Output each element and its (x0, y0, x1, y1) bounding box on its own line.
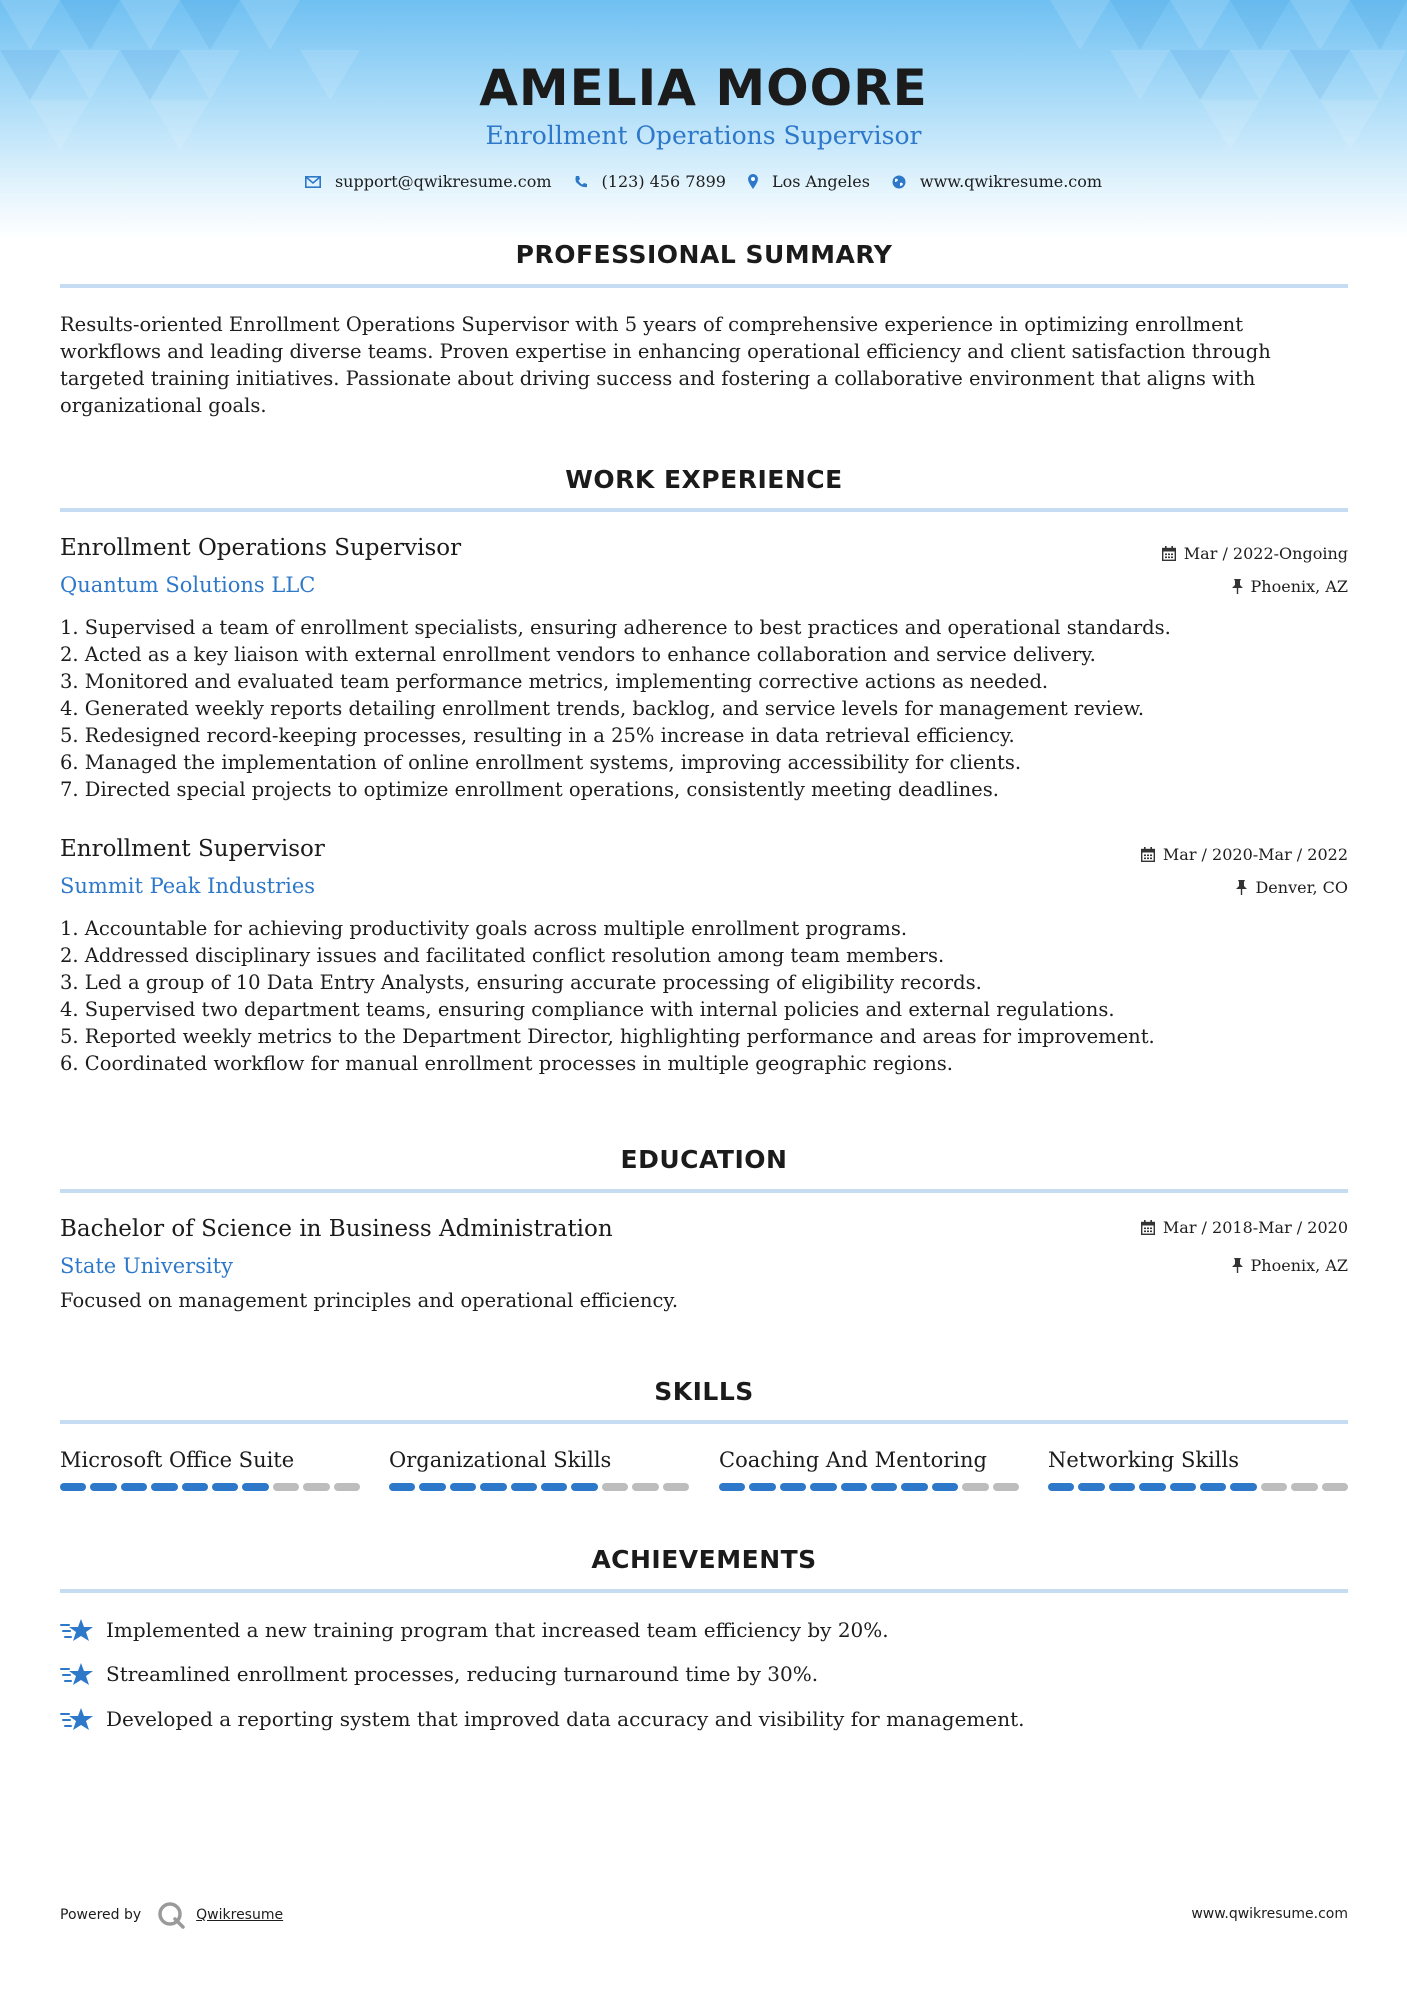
job-location-text: Phoenix, AZ (1250, 577, 1348, 596)
calendar-icon (1141, 1220, 1155, 1235)
skill-segment-empty (334, 1483, 360, 1491)
company-name: Summit Peak Industries (60, 874, 316, 898)
skill-segment-filled (901, 1483, 927, 1491)
powered-by-label: Powered by (60, 1907, 142, 1923)
skill-segment-empty (303, 1483, 329, 1491)
section-divider (60, 1420, 1348, 1424)
skill-segment-filled (419, 1483, 445, 1491)
summary-text: Results-oriented Enrollment Operations Supervisor with 5 years of comprehensive experience in optimizing enrollment workflows and leading diverse teams. Proven expertise in enhancing operational efficiency and client satisfaction through targeted training initiatives. Passionate about driving success and fostering a collaborative environment that aligns with organizational goals. (60, 313, 1271, 417)
skill-segment-filled (871, 1483, 897, 1491)
skill-name: Networking Skills (1048, 1448, 1240, 1472)
email-text: support@qwikresume.com (334, 172, 552, 191)
skill-segment-filled (480, 1483, 506, 1491)
skill-segment-filled (1200, 1483, 1226, 1491)
skill-segment-filled (90, 1483, 116, 1491)
skill-name: Microsoft Office Suite (60, 1448, 295, 1472)
job-dates-text: Mar / 2020-Mar / 2022 (1162, 845, 1348, 864)
pushpin-icon (1232, 1258, 1243, 1273)
map-pin-icon (748, 174, 758, 189)
phone-icon (574, 175, 588, 189)
star-icon (60, 1706, 94, 1732)
phone-text: (123) 456 7899 (601, 172, 726, 191)
website-text: www.qwikresume.com (919, 172, 1103, 191)
skill-segment-filled (810, 1483, 836, 1491)
contact-location (748, 172, 870, 191)
school-name: State University (60, 1254, 233, 1278)
skill-segment-filled (182, 1483, 208, 1491)
list-item: 6. Coordinated workflow for manual enrollment processes in multiple geographic regions. (60, 1052, 953, 1075)
skill-level-bar (389, 1483, 689, 1491)
skill-segment-filled (121, 1483, 147, 1491)
globe-icon (892, 175, 906, 189)
envelope-icon (305, 176, 321, 188)
job-dates (1162, 544, 1348, 563)
section-title-skills: SKILLS (654, 1377, 754, 1406)
job-bullet-list (60, 614, 1350, 803)
skill-segment-filled (719, 1483, 745, 1491)
skill-level-bar (60, 1483, 360, 1491)
skill-segment-empty (1322, 1483, 1348, 1491)
skill-segment-filled (571, 1483, 597, 1491)
star-icon (60, 1661, 94, 1687)
achievement-text: Streamlined enrollment processes, reducing turnaround time by 30%. (106, 1662, 819, 1686)
achievement-item (60, 1706, 1025, 1732)
calendar-icon (1162, 546, 1176, 561)
section-title-achievements: ACHIEVEMENTS (591, 1545, 817, 1574)
education-location-text: Phoenix, AZ (1250, 1256, 1348, 1275)
skill-item (389, 1446, 689, 1491)
candidate-name: AMELIA MOORE (479, 59, 928, 117)
skill-segment-filled (389, 1483, 415, 1491)
degree-title: Bachelor of Science in Business Administration (60, 1216, 613, 1242)
footer-powered-by (60, 1900, 283, 1930)
section-divider (60, 1189, 1348, 1193)
pushpin-icon (1236, 880, 1247, 895)
achievement-text: Developed a reporting system that improved data accuracy and visibility for management. (106, 1707, 1025, 1731)
job-title: Enrollment Supervisor (60, 836, 325, 862)
skill-segment-filled (60, 1483, 86, 1491)
list-item: 4. Generated weekly reports detailing enrollment trends, backlog, and service levels for management review. (60, 697, 1145, 720)
skill-segment-empty (962, 1483, 988, 1491)
skill-name: Coaching And Mentoring (719, 1448, 987, 1472)
skill-segment-empty (602, 1483, 628, 1491)
section-divider (60, 1589, 1348, 1593)
job-bullet-list (60, 915, 1350, 1077)
contact-bar (0, 172, 1407, 191)
job-location-text: Denver, CO (1255, 878, 1348, 897)
skill-item (1048, 1446, 1348, 1491)
list-item: 7. Directed special projects to optimize enrollment operations, consistently meeting deadlines. (60, 778, 999, 801)
location-text: Los Angeles (771, 172, 870, 191)
calendar-icon (1141, 847, 1155, 862)
skill-segment-filled (1048, 1483, 1074, 1491)
section-divider (60, 284, 1348, 288)
brand-link[interactable]: Qwikresume (196, 1907, 284, 1923)
section-title-summary: PROFESSIONAL SUMMARY (515, 240, 893, 269)
job-dates-text: Mar / 2022-Ongoing (1183, 544, 1348, 563)
list-item: 1. Accountable for achieving productivity goals across multiple enrollment programs. (60, 917, 908, 940)
skill-segment-filled (151, 1483, 177, 1491)
candidate-role: Enrollment Operations Supervisor (485, 121, 922, 150)
contact-website[interactable] (892, 172, 1102, 191)
education-location (1232, 1256, 1348, 1275)
achievement-text: Implemented a new training program that increased team efficiency by 20%. (106, 1618, 889, 1642)
list-item: 2. Acted as a key liaison with external enrollment vendors to enhance collaboration and service delivery. (60, 643, 1096, 666)
skill-segment-filled (1139, 1483, 1165, 1491)
resume-header (0, 58, 1407, 152)
section-divider (60, 508, 1348, 512)
star-icon (60, 1617, 94, 1643)
skill-segment-filled (841, 1483, 867, 1491)
skill-segment-filled (450, 1483, 476, 1491)
skill-segment-empty (663, 1483, 689, 1491)
list-item: 5. Redesigned record-keeping processes, resulting in a 25% increase in data retrieval efficiency. (60, 724, 1015, 747)
section-title-experience: WORK EXPERIENCE (565, 465, 843, 494)
skill-level-bar (719, 1483, 1019, 1491)
education-dates-text: Mar / 2018-Mar / 2020 (1162, 1218, 1348, 1237)
job-title: Enrollment Operations Supervisor (60, 535, 462, 561)
section-title-education: EDUCATION (620, 1145, 788, 1174)
achievement-item (60, 1661, 818, 1687)
skill-segment-filled (932, 1483, 958, 1491)
skill-segment-filled (541, 1483, 567, 1491)
job-location (1236, 878, 1348, 897)
list-item: 1. Supervised a team of enrollment specialists, ensuring adherence to best practices and operational standards. (60, 616, 1171, 639)
skill-item (60, 1446, 360, 1491)
skill-segment-empty (1291, 1483, 1317, 1491)
skill-segment-filled (780, 1483, 806, 1491)
skill-segment-filled (1170, 1483, 1196, 1491)
education-dates (1141, 1218, 1348, 1237)
skill-name: Organizational Skills (389, 1448, 612, 1472)
list-item: 4. Supervised two department teams, ensuring compliance with internal policies and external regulations. (60, 998, 1115, 1021)
skill-segment-filled (1109, 1483, 1135, 1491)
list-item: 6. Managed the implementation of online enrollment systems, improving accessibility for clients. (60, 751, 1022, 774)
skill-segment-filled (1230, 1483, 1256, 1491)
skill-segment-filled (511, 1483, 537, 1491)
list-item: 5. Reported weekly metrics to the Department Director, highlighting performance and areas for improvement. (60, 1025, 1155, 1048)
education-description: Focused on management principles and operational efficiency. (60, 1289, 679, 1312)
company-name: Quantum Solutions LLC (60, 573, 316, 597)
footer-website[interactable]: www.qwikresume.com (1191, 1906, 1348, 1922)
skill-segment-empty (993, 1483, 1019, 1491)
skill-segment-filled (242, 1483, 268, 1491)
skill-segment-filled (1078, 1483, 1104, 1491)
contact-email[interactable] (305, 172, 552, 191)
achievement-item (60, 1617, 889, 1643)
job-location (1232, 577, 1348, 596)
list-item: 3. Led a group of 10 Data Entry Analysts, ensuring accurate processing of eligibility records. (60, 971, 982, 994)
skill-segment-filled (749, 1483, 775, 1491)
skill-level-bar (1048, 1483, 1348, 1491)
contact-phone[interactable] (574, 172, 726, 191)
list-item: 3. Monitored and evaluated team performance metrics, implementing corrective actions as needed. (60, 670, 1049, 693)
q-logo-icon (156, 1900, 186, 1930)
skill-segment-empty (1261, 1483, 1287, 1491)
skill-segment-empty (273, 1483, 299, 1491)
skill-item (719, 1446, 1019, 1491)
skill-segment-filled (212, 1483, 238, 1491)
pushpin-icon (1232, 579, 1243, 594)
skill-segment-empty (632, 1483, 658, 1491)
list-item: 2. Addressed disciplinary issues and facilitated conflict resolution among team members. (60, 944, 945, 967)
job-dates (1141, 845, 1348, 864)
